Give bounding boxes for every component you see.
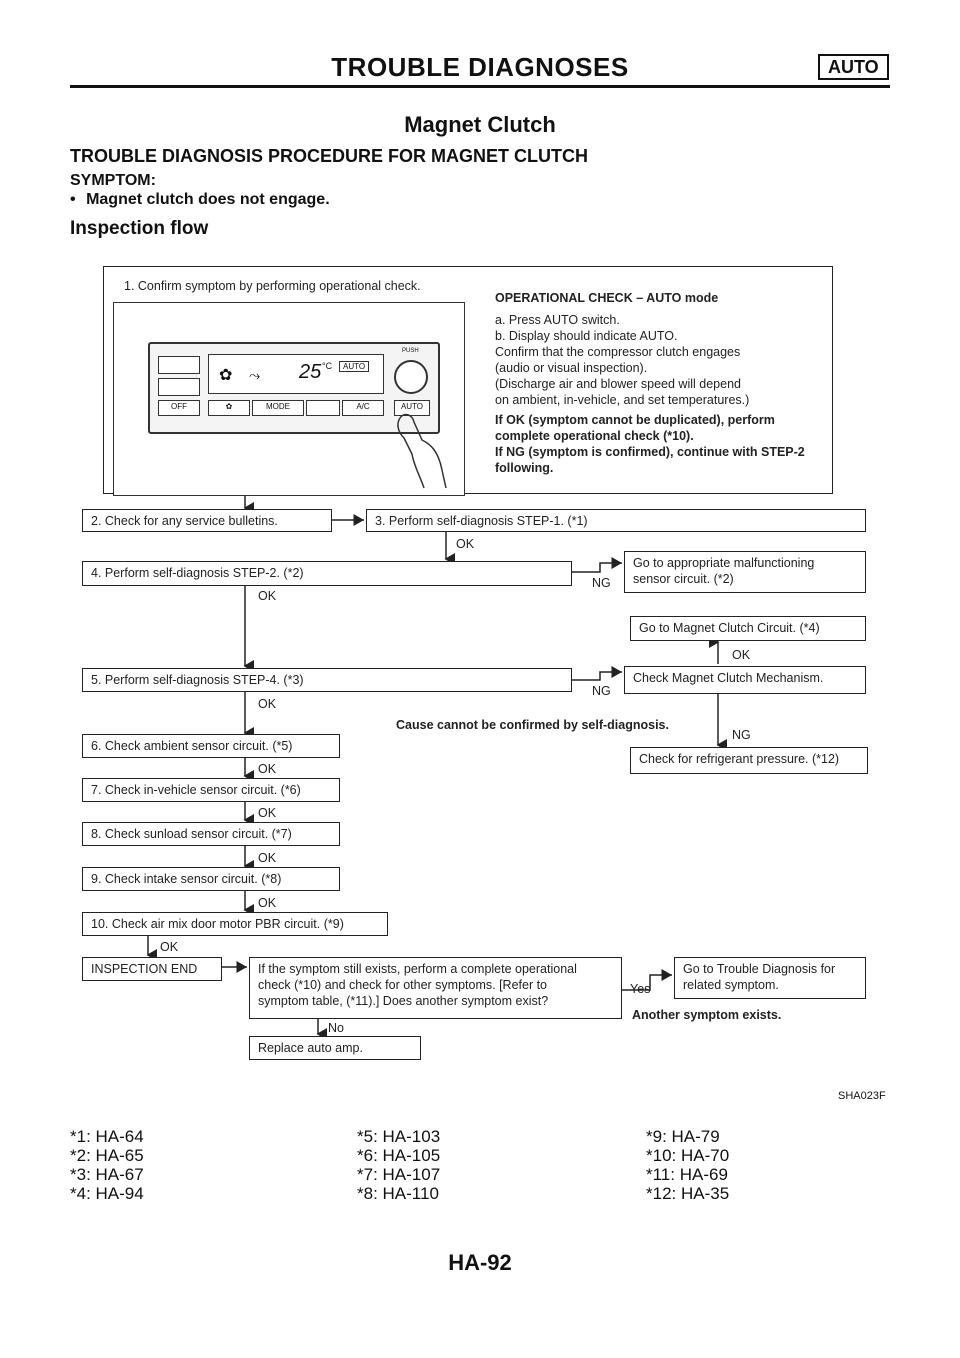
ok-label: OK xyxy=(258,896,277,910)
temp-knob xyxy=(394,360,428,394)
step4-box: 4. Perform self-diagnosis STEP-2. (*2) xyxy=(82,561,572,586)
op-bold-line: If NG (symptom is confirmed), continue with STEP-2 xyxy=(495,445,805,459)
op-line: on ambient, in-vehicle, and set temperatures.) xyxy=(495,393,750,407)
step2-box: 2. Check for any service bulletins. xyxy=(82,509,332,532)
step5-box: 5. Perform self-diagnosis STEP-4. (*3) xyxy=(82,668,572,692)
ok-label: OK xyxy=(258,589,277,603)
another-symptom-note: Another symptom exists. xyxy=(632,1008,782,1022)
malfunction-box xyxy=(624,551,866,593)
op-line: Confirm that the compressor clutch engages xyxy=(495,345,741,359)
page-header-title: TROUBLE DIAGNOSES xyxy=(331,52,629,82)
footnote: *3: HA-67 xyxy=(70,1165,144,1184)
set-temp: 25 xyxy=(299,361,322,383)
inspection-flow-title: Inspection flow xyxy=(70,218,209,239)
op-bold-line: following. xyxy=(495,461,554,475)
step6-box: 6. Check ambient sensor circuit. (*5) xyxy=(82,734,340,758)
footnote: *4: HA-94 xyxy=(70,1184,144,1203)
step10-box: 10. Check air mix door motor PBR circuit. (*9) xyxy=(82,912,388,936)
operational-check-title: OPERATIONAL CHECK – AUTO mode xyxy=(495,291,719,305)
footnote: *7: HA-107 xyxy=(357,1165,441,1184)
still-exists-box xyxy=(249,957,622,1019)
magnet-circuit-box: Go to Magnet Clutch Circuit. (*4) xyxy=(630,616,866,641)
footnote-column xyxy=(70,1127,144,1203)
ok-label: OK xyxy=(456,537,475,551)
off-button: OFF xyxy=(158,400,200,416)
footnote: *6: HA-105 xyxy=(357,1146,441,1165)
magnet-mechanism-box: Check Magnet Clutch Mechanism. xyxy=(624,666,866,694)
mode-button: MODE xyxy=(252,400,304,416)
finger-pressing-icon xyxy=(390,410,460,490)
ok-label: OK xyxy=(258,697,277,711)
recirc-button xyxy=(158,378,200,396)
malfunction-line: sensor circuit. (*2) xyxy=(633,572,734,586)
temp-unit: °C xyxy=(322,361,333,371)
procedure-title: TROUBLE DIAGNOSIS PROCEDURE FOR MAGNET CLUTCH xyxy=(70,146,589,166)
yes-label: Yes xyxy=(630,982,651,996)
goto-trouble-line: Go to Trouble Diagnosis for xyxy=(683,962,836,976)
fan-icon: ✿ xyxy=(219,367,233,384)
still-exists-line: symptom table, (*11).] Does another symptom exist? xyxy=(258,994,549,1008)
goto-trouble-box xyxy=(674,957,866,999)
footnote: *11: HA-69 xyxy=(646,1165,728,1184)
symptom-text: Magnet clutch does not engage. xyxy=(86,191,330,208)
still-exists-line: check (*10) and check for other symptoms. [Refer to xyxy=(258,978,548,992)
footnote: *12: HA-35 xyxy=(646,1184,730,1203)
panel-display xyxy=(208,354,384,394)
footnote-column xyxy=(646,1127,729,1203)
footnote: *1: HA-64 xyxy=(70,1127,144,1146)
replace-box: Replace auto amp. xyxy=(249,1036,421,1060)
rear-defrost-button xyxy=(158,356,200,374)
ok-label: OK xyxy=(732,648,751,662)
inspection-end-box: INSPECTION END xyxy=(82,957,222,981)
step3-box: 3. Perform self-diagnosis STEP-1. (*1) xyxy=(366,509,866,532)
ng-label: NG xyxy=(592,576,611,590)
malfunction-line: Go to appropriate malfunctioning xyxy=(633,556,815,570)
op-line: (Discharge air and blower speed will depend xyxy=(495,377,741,391)
symptom-label: SYMPTOM: xyxy=(70,172,156,189)
knob-label: PUSH xyxy=(402,348,419,354)
fan-button: ✿ xyxy=(208,400,250,416)
ok-label: OK xyxy=(258,851,277,865)
operational-check-text xyxy=(495,290,835,476)
ok-label: OK xyxy=(258,762,277,776)
footnote: *2: HA-65 xyxy=(70,1146,144,1165)
refrigerant-box: Check for refrigerant pressure. (*12) xyxy=(630,747,868,774)
ng-label: NG xyxy=(732,728,751,742)
goto-trouble-line: related symptom. xyxy=(683,978,779,992)
defrost-button xyxy=(306,400,340,416)
airflow-icon: ⤳ xyxy=(249,367,261,383)
auto-button: AUTO xyxy=(394,400,430,416)
footnote: *5: HA-103 xyxy=(357,1127,441,1146)
step9-box: 9. Check intake sensor circuit. (*8) xyxy=(82,867,340,891)
step1-text: 1. Confirm symptom by performing operational check. xyxy=(124,279,421,293)
op-line: a. Press AUTO switch. xyxy=(495,313,620,327)
footnote: *9: HA-79 xyxy=(646,1127,720,1146)
page-number: HA-92 xyxy=(448,1250,512,1275)
op-line: b. Display should indicate AUTO. xyxy=(495,329,678,343)
op-bold-line: complete operational check (*10). xyxy=(495,429,694,443)
bullet-icon: • xyxy=(70,191,76,208)
display-auto-indicator: AUTO xyxy=(339,361,369,372)
op-line: (audio or visual inspection). xyxy=(495,361,648,375)
ng-label: NG xyxy=(592,684,611,698)
ac-button: A/C xyxy=(342,400,384,416)
section-title: Magnet Clutch xyxy=(404,112,556,137)
ok-label: OK xyxy=(160,940,179,954)
step8-box: 8. Check sunload sensor circuit. (*7) xyxy=(82,822,340,846)
no-label: No xyxy=(328,1021,344,1035)
step7-box: 7. Check in-vehicle sensor circuit. (*6) xyxy=(82,778,340,802)
auto-badge: AUTO xyxy=(818,54,889,80)
op-bold-line: If OK (symptom cannot be duplicated), perform xyxy=(495,413,775,427)
still-exists-line: If the symptom still exists, perform a complete operational xyxy=(258,962,577,976)
cause-note: Cause cannot be confirmed by self-diagnosis. xyxy=(396,718,669,732)
footnote: *10: HA-70 xyxy=(646,1146,730,1165)
footnote: *8: HA-110 xyxy=(357,1184,439,1203)
ok-label: OK xyxy=(258,806,277,820)
footnote-column xyxy=(357,1127,440,1203)
figure-id: SHA023F xyxy=(838,1090,886,1102)
